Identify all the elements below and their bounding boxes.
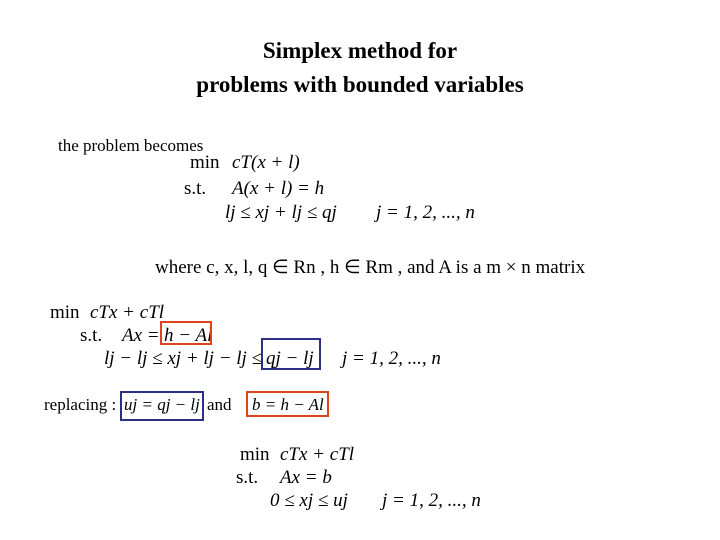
- b2-constraint-1-right: h − Al: [164, 325, 213, 346]
- slide-title-line1: Simplex method for: [262, 38, 458, 63]
- b2-index-range: j = 1, 2, ..., n: [342, 348, 441, 369]
- where-line: where c, x, l, q ∈ Rn , h ∈ Rm , and A is a m × n matrix: [155, 257, 586, 278]
- and-word: and: [207, 395, 232, 414]
- b1-objective: cT(x + l): [232, 152, 300, 173]
- b3-constraint-2: 0 ≤ xj ≤ uj: [270, 490, 348, 511]
- b2-min: min: [50, 302, 80, 323]
- b3-min: min: [240, 444, 270, 465]
- b2-constraint-1-left: Ax =: [122, 325, 160, 346]
- highlight-q-minus-l: [261, 338, 321, 370]
- b1-index-range: j = 1, 2, ..., n: [376, 202, 475, 223]
- b3-st: s.t.: [236, 467, 259, 488]
- b2-constraint-2-left: lj − lj ≤ xj + lj − lj ≤: [104, 348, 263, 369]
- b3-index-range: j = 1, 2, ..., n: [382, 490, 481, 511]
- b1-st: s.t.: [184, 178, 207, 199]
- b3-constraint-1: Ax = b: [280, 467, 332, 488]
- b1-constraint-1: A(x + l) = h: [232, 178, 325, 199]
- slide-title-line2: problems with bounded variables: [196, 72, 524, 97]
- b3-objective: cTx + cTl: [280, 444, 355, 465]
- b1-min: min: [190, 152, 220, 173]
- intro-text: the problem becomes: [58, 136, 204, 155]
- replacing-label: replacing :: [44, 395, 117, 414]
- highlight-h-minus-al: [160, 321, 212, 345]
- b1-constraint-2: lj ≤ xj + lj ≤ qj: [225, 202, 337, 223]
- u-definition: uj = qj − lj: [124, 395, 200, 414]
- b2-objective: cTx + cTl: [90, 302, 165, 323]
- b-definition: b = h − Al: [252, 395, 324, 414]
- highlight-u-definition: [120, 391, 204, 421]
- b2-constraint-2-right: qj − lj: [266, 348, 314, 369]
- highlight-b-definition: [246, 391, 329, 417]
- b2-st: s.t.: [80, 325, 103, 346]
